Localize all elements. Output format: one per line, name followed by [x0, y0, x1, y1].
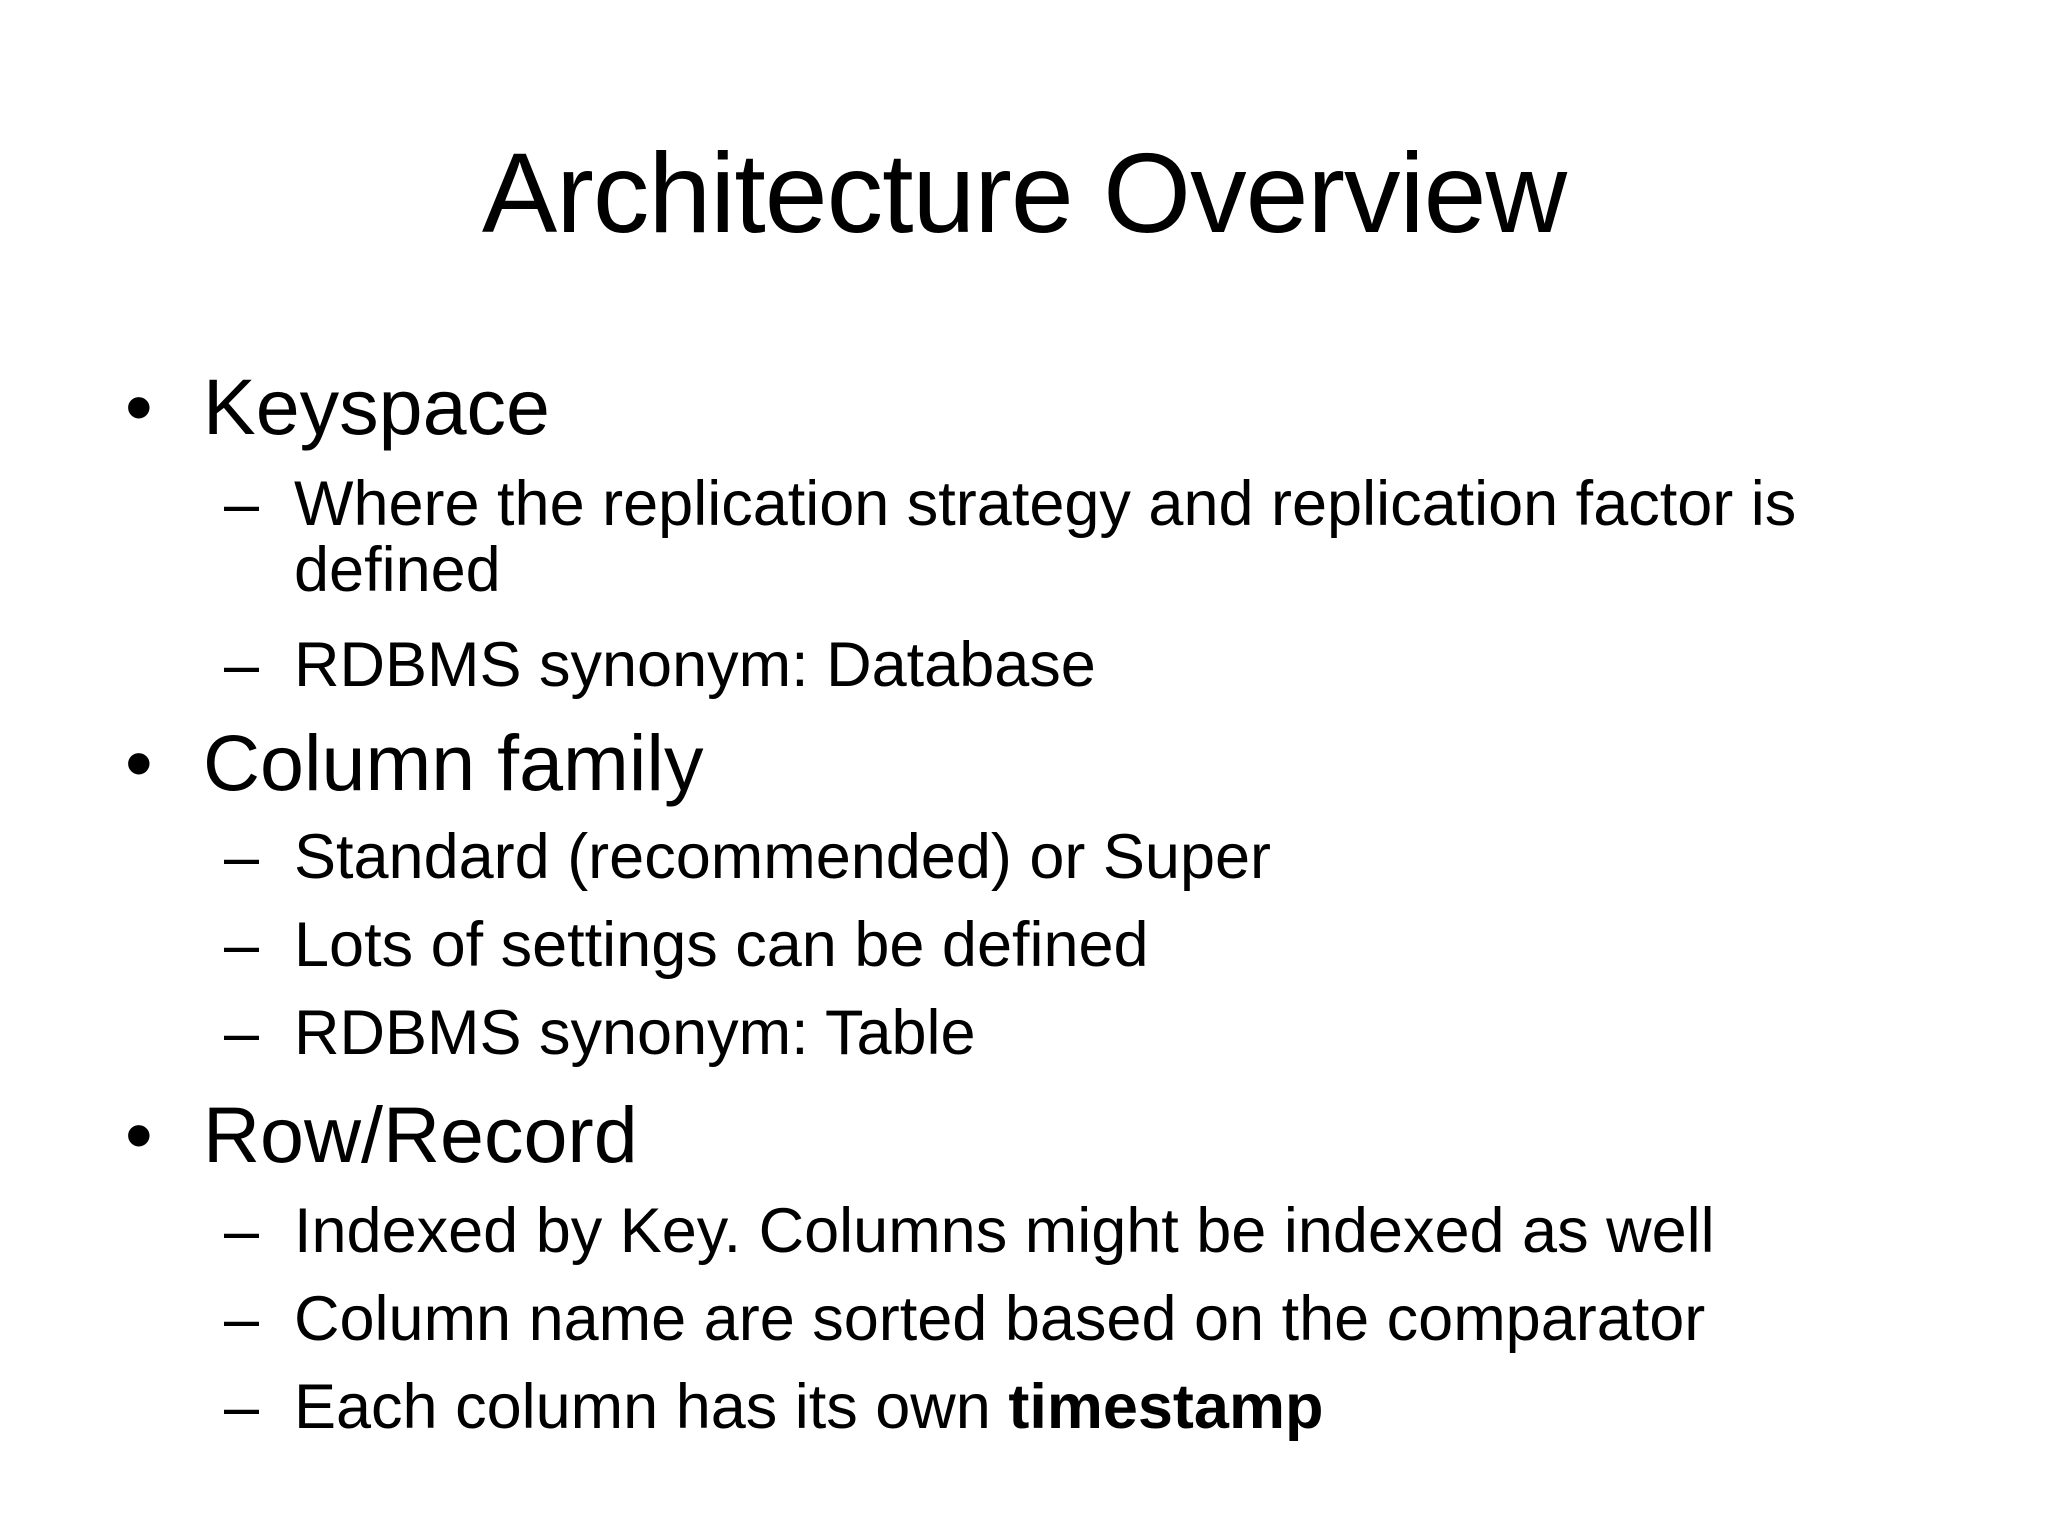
dash-icon: – — [224, 1284, 260, 1354]
dash-icon: – — [224, 1372, 260, 1442]
sub-item-text: RDBMS synonym: Database — [294, 630, 1096, 700]
dash-icon: – — [224, 630, 260, 700]
dash-icon: – — [224, 998, 260, 1068]
bullet-label: Row/Record — [203, 1090, 638, 1179]
bullet-icon: • — [125, 362, 153, 451]
bullet-label: Keyspace — [203, 362, 550, 451]
sub-item-text: Column name are sorted based on the comparator — [294, 1284, 1706, 1354]
bullet-label: Column family — [203, 718, 704, 807]
dash-icon: – — [224, 910, 260, 980]
sub-item-text: Standard (recommended) or Super — [294, 822, 1271, 892]
dash-icon: – — [224, 469, 260, 539]
dash-icon: – — [224, 1196, 260, 1266]
sub-item-text: Where the replication strategy and replication factor is defined — [294, 469, 1797, 605]
sub-item-text: Lots of settings can be defined — [294, 910, 1149, 980]
sub-item-text-bold: timestamp — [1008, 1372, 1324, 1442]
slide-title: Architecture Overview — [481, 130, 1567, 256]
bullet-icon: • — [125, 718, 153, 807]
dash-icon: – — [224, 822, 260, 892]
bullet-icon: • — [125, 1090, 153, 1179]
sub-item-text: Indexed by Key. Columns might be indexed as well — [294, 1196, 1715, 1266]
sub-item-text — [294, 1374, 1914, 1440]
sub-item-text: RDBMS synonym: Table — [294, 998, 976, 1068]
sub-item-text-plain: Each column has its own — [294, 1372, 1009, 1442]
